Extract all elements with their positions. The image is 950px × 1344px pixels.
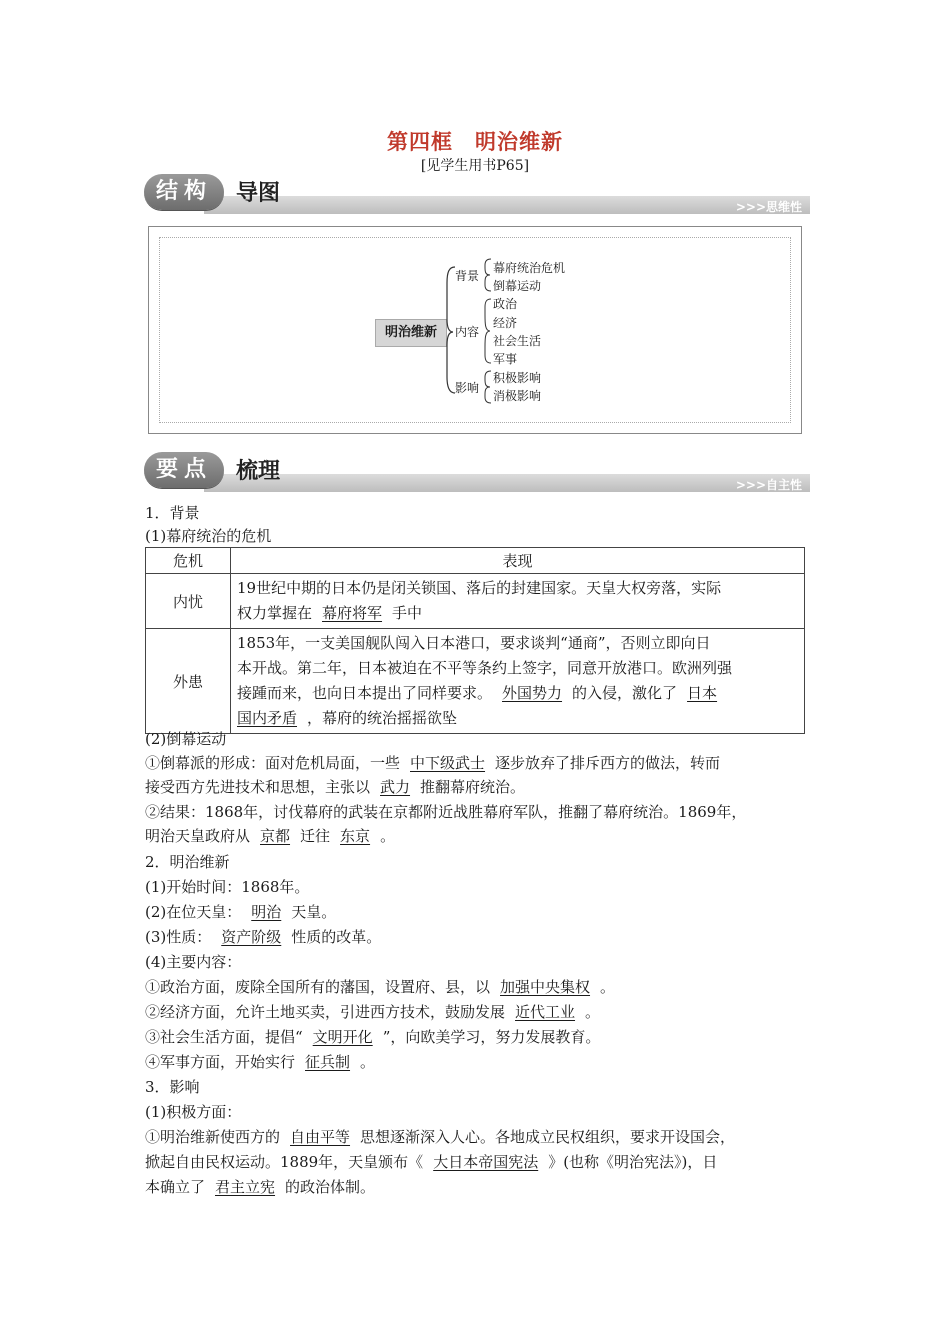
- table-header: 表现: [231, 548, 805, 574]
- page-reference: [见学生用书P65]: [420, 158, 530, 174]
- mindmap-leaf: 倒幕运动: [493, 279, 542, 293]
- answer-blank: 自由平等: [290, 1128, 351, 1146]
- text-line: (1)积极方面：: [145, 1103, 242, 1121]
- section-tag: >>>思维性: [735, 200, 802, 214]
- text-line: 明治天皇政府从 京都 迁往 东京 。: [145, 827, 396, 845]
- section-title: 导图: [236, 181, 281, 206]
- page-title: 第四框 明治维新: [387, 130, 563, 154]
- answer-blank: 明治: [251, 903, 282, 921]
- answer-blank: 加强中央集权: [500, 978, 591, 996]
- section-badge: 要点: [144, 452, 224, 488]
- text-line: 掀起自由民权运动。1889年，天皇颁布《 大日本帝国宪法 》(也称《明治宪法》)，日: [145, 1153, 718, 1171]
- section-tag: >>>自主性: [735, 478, 802, 492]
- text-line: (2)在位天皇： 明治 天皇。: [145, 903, 337, 921]
- answer-blank: 武力: [380, 778, 411, 796]
- answer-blank: 幕府将军: [322, 604, 383, 622]
- text-line: ①政治方面，废除全国所有的藩国，设置府、县，以 加强中央集权 。: [145, 978, 616, 996]
- text-line: 本确立了 君主立宪 的政治体制。: [145, 1178, 376, 1196]
- mindmap-leaf: 幕府统治危机: [493, 261, 566, 275]
- text-line: ①明治维新使西方的 自由平等 思想逐渐深入人心。各地成立民权组织，要求开设国会，: [145, 1128, 736, 1146]
- subheading-crisis: (1)幕府统治的危机: [145, 527, 272, 545]
- heading-background: 1．背景: [145, 504, 200, 522]
- subheading-overthrow: (2)倒幕运动: [145, 730, 227, 748]
- section-header-structure: [144, 174, 810, 222]
- section-badge: 结构: [144, 174, 224, 210]
- mindmap-leaf: 消极影响: [493, 389, 542, 403]
- text-line: 接受西方先进技术和思想，主张以 武力 推翻幕府统治。: [145, 778, 526, 796]
- text-line: ②结果：1868年，讨伐幕府的武装在京都附近战胜幕府军队，推翻了幕府统治。1869年，: [145, 803, 747, 821]
- mindmap-leaf: 军事: [493, 352, 518, 366]
- text-line: ③社会生活方面，提倡“ 文明开化 ”，向欧美学习，努力发展教育。: [145, 1028, 601, 1046]
- table-header: 危机: [146, 548, 231, 574]
- crisis-table: [145, 547, 805, 734]
- mindmap-leaf: 积极影响: [493, 371, 542, 385]
- section-header-points: [144, 452, 810, 500]
- answer-blank: 中下级武士: [410, 754, 486, 772]
- table-header-row: [146, 548, 805, 574]
- answer-blank: 日本: [687, 684, 718, 702]
- text-line: (1)开始时间：1868年。: [145, 878, 310, 896]
- answer-blank: 外国势力: [502, 684, 563, 702]
- mindmap-root: 明治维新: [375, 319, 447, 347]
- text-line: ②经济方面，允许土地买卖，引进西方技术，鼓励发展 近代工业 。: [145, 1003, 601, 1021]
- heading-meiji: 2．明治维新: [145, 853, 230, 871]
- text-line: ④军事方面，开始实行 征兵制 。: [145, 1053, 376, 1071]
- table-row: [146, 574, 805, 629]
- heading-impact: 3．影响: [145, 1078, 200, 1096]
- mindmap-leaf: 政治: [493, 297, 518, 311]
- text-line: ①倒幕派的形成：面对危机局面，一些 中下级武士 逐步放弃了排斥西方的做法，转而: [145, 754, 721, 772]
- section-title: 梳理: [236, 459, 281, 484]
- mindmap-branch-label: 背景: [455, 269, 480, 283]
- answer-blank: 大日本帝国宪法: [433, 1153, 539, 1171]
- table-cell-label: 内忧: [146, 574, 231, 629]
- mindmap-frame: [148, 226, 802, 434]
- table-cell-label: 外患: [146, 629, 231, 734]
- mindmap-leaf: 社会生活: [493, 334, 542, 348]
- text-line: (3)性质： 资产阶级 性质的改革。: [145, 928, 382, 946]
- mindmap-leaf: 经济: [493, 316, 518, 330]
- answer-blank: 资产阶级: [221, 928, 282, 946]
- table-row: [146, 629, 805, 734]
- answer-blank: 京都: [260, 827, 291, 845]
- mindmap-branch-label: 内容: [455, 325, 480, 339]
- answer-blank: 东京: [340, 827, 371, 845]
- mindmap-branch-label: 影响: [455, 381, 480, 395]
- table-cell-content: 1853年，一支美国舰队闯入日本港口，要求谈判“通商”，否则立即向日 本开战。第二年，日本被迫在不平等条约上签字，同意开放港口。欧洲列强 接踵而来，也向日本提出了同样要求。 外国势力 的入侵，激化了 日本 国内矛盾 ，幕府的统治摇摇欲坠: [231, 629, 805, 734]
- answer-blank: 君主立宪: [215, 1178, 276, 1196]
- answer-blank: 征兵制: [305, 1053, 351, 1071]
- answer-blank: 国内矛盾: [237, 709, 298, 727]
- answer-blank: 近代工业: [515, 1003, 576, 1021]
- table-cell-content: 19世纪中期的日本仍是闭关锁国、落后的封建国家。天皇大权旁落，实际 权力掌握在 幕府将军 手中: [231, 574, 805, 629]
- answer-blank: 文明开化: [312, 1028, 373, 1046]
- text-line: (4)主要内容：: [145, 953, 242, 971]
